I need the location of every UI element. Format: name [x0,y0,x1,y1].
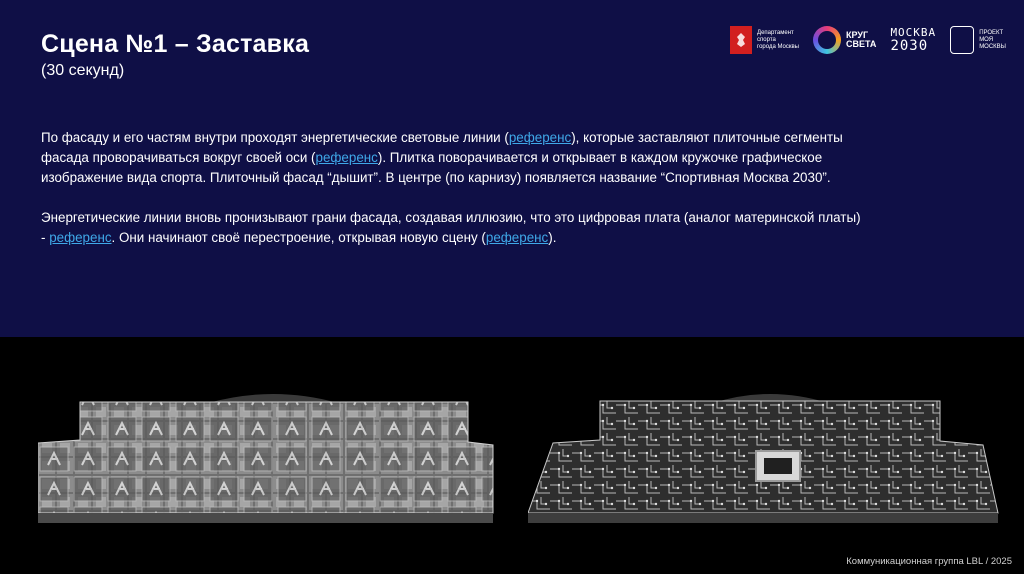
reference-link-3[interactable]: референс [49,230,112,245]
paragraph-1-text-b: ), которые заставляют плиточные сегменты фасада проворачиваться вокруг своей оси ( [41,130,843,165]
description-text [41,128,861,268]
ring-icon [813,26,841,54]
paragraph-2 [41,208,861,248]
footer-credit: Коммуникационная группа LBL / 2025 [846,556,1012,567]
paragraph-2-text-b: . Они начинают своё перестроение, открывая новую сцену ( [111,230,486,245]
moskva-text: МОСКВА [890,26,937,39]
paragraph-2-text-a: Энергетические линии вновь пронизывают грани фасада, создавая иллюзию, что это цифровая плата (аналог материнской платы) - [41,210,861,245]
krug-sveta-logo [813,26,876,54]
sport-department-logo [730,26,799,54]
moskva-2030-logo [890,27,936,53]
slide-title: Сцена №1 – Заставка [41,30,310,58]
proekt-logo [950,26,1006,54]
paragraph-2-text-c: ). [548,230,557,245]
proekt-emblem-icon [950,26,974,54]
moscow-emblem-icon [730,26,752,54]
paragraph-1-text-a: По фасаду и его частям внутри проходят энергетические световые линии ( [41,130,509,145]
reference-link-2[interactable]: референс [315,150,378,165]
slide-subtitle: (30 секунд) [41,62,125,79]
facade-circuit-image [528,385,1016,535]
paragraph-1-text-c: ). Плитка поворачивается и открывает в каждом кружочке графическое изображение вида спорта. Плиточный фасад “дышит”. В центре (по карнизу) появляется название “Спортивная Москва 2030”. [41,150,831,185]
paragraph-1 [41,128,861,188]
department-name: Департамент спорта города Москвы [757,29,799,50]
partner-logos [730,20,1006,60]
reference-link-4[interactable]: референс [485,230,549,245]
reference-link-1[interactable]: референс [508,130,572,145]
krug-sveta-text: КРУГ СВЕТА [846,30,877,49]
moskva-year: 2030 [890,38,929,54]
proekt-text: ПРОЕКТ МОЯ МОСКВЫ [979,29,1006,50]
facade-tiles-image [38,385,498,535]
